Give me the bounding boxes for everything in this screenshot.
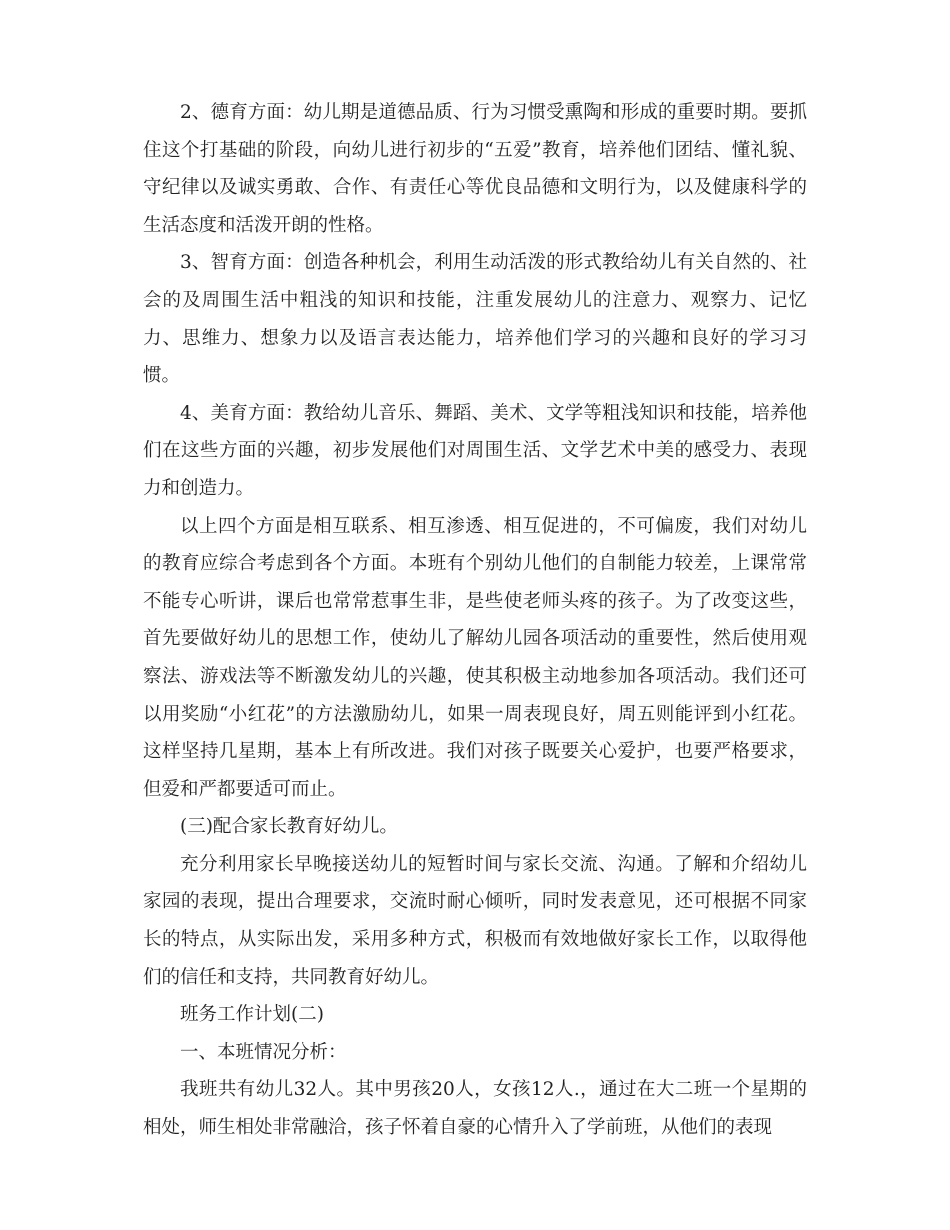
section-title-class-plan-2: 班务工作计划(二): [180, 1004, 324, 1026]
paragraph-aesthetic-education: 4、美育方面：教给幼儿音乐、舞蹈、美术、文学等粗浅知识和技能，培养他们在这些方面的兴趣，初步发展他们对周围生活、文学艺术中美的感受力、表现力和创造力。: [143, 402, 807, 499]
document-body: [143, 94, 807, 1147]
section-heading-parents: (三)配合家长教育好幼儿。: [180, 816, 398, 838]
paragraph-parent-communication: 充分利用家长早晚接送幼儿的短暂时间与家长交流、沟通。了解和介绍幼儿家园的表现，提出合理要求，交流时耐心倾听，同时发表意见，还可根据不同家长的特点，从实际出发，采用多种方式，积极而有效地做好家长工作，以取得他们的信任和支持，共同教育好幼儿。: [143, 853, 807, 988]
paragraph-intellectual-education: 3、智育方面：创造各种机会，利用生动活泼的形式教给幼儿有关自然的、社会的及周围生活中粗浅的知识和技能，注重发展幼儿的注意力、观察力、记忆力、思维力、想象力以及语言表达能力，培养他们学习的兴趣和良好的学习习惯。: [143, 252, 807, 387]
paragraph-moral-education: 2、德育方面：幼儿期是道德品质、行为习惯受熏陶和形成的重要时期。要抓住这个打基础的阶段，向幼儿进行初步的“五爱”教育，培养他们团结、懂礼貌、守纪律以及诚实勇敢、合作、有责任心等优良品德和文明行为，以及健康科学的生活态度和活泼开朗的性格。: [143, 102, 807, 236]
paragraph-class-situation: 我班共有幼儿32人。其中男孩20人，女孩12人.，通过在大二班一个星期的相处，师生相处非常融洽，孩子怀着自豪的心情升入了学前班，从他们的表现: [143, 1079, 807, 1139]
section-heading-class-analysis: 一、本班情况分析：: [180, 1041, 347, 1063]
paragraph-four-aspects: 以上四个方面是相互联系、相互渗透、相互促进的，不可偏废，我们对幼儿的教育应综合考虑到各个方面。本班有个别幼儿他们的自制能力较差，上课常常不能专心听讲，课后也常常惹事生非，是些使老师头疼的孩子。为了改变这些，首先要做好幼儿的思想工作，使幼儿了解幼儿园各项活动的重要性，然后使用观察法、游戏法等不断激发幼儿的兴趣，使其积极主动地参加各项活动。我们还可以用奖励“小红花”的方法激励幼儿，如果一周表现良好，周五则能评到小红花。这样坚持几星期，基本上有所改进。我们对孩子既要关心爱护，也要严格要求，但爱和严都要适可而止。: [143, 515, 807, 800]
